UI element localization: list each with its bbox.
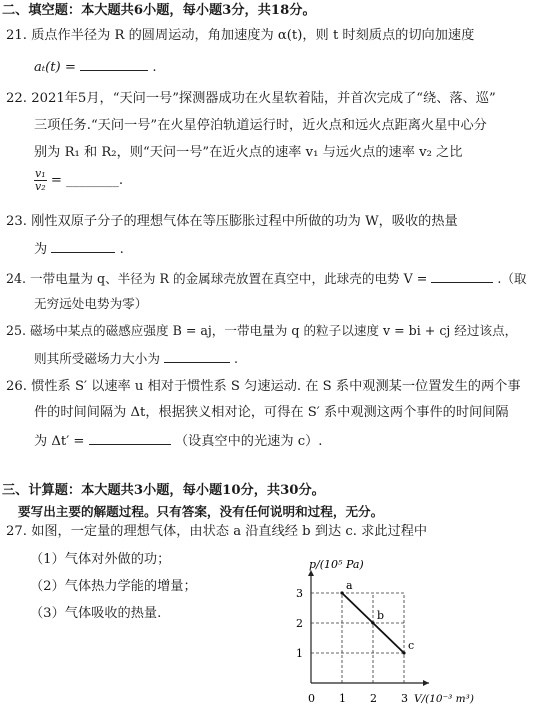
question-number: 24.	[6, 271, 27, 286]
velocity-ratio	[34, 168, 47, 193]
answer-blank[interactable]	[80, 58, 148, 71]
question-number: 22.	[6, 91, 27, 106]
question-25	[6, 323, 517, 339]
answer-suffix: .	[152, 60, 157, 75]
x-tick-label: 0	[308, 692, 315, 705]
question-22-answer-line	[34, 168, 123, 193]
question-text: 如图，一定量的理想气体，由状态 a 沿直线经 b 到达 c. 求此过程中	[31, 524, 428, 539]
section-fill-heading: 二、填空题：本大题共6小题，每小题3分，共18分。	[2, 3, 316, 18]
question-27	[6, 524, 427, 540]
section-calc-heading: 三、计算题：本大题共3小题，每小题10分，共30分。	[2, 483, 325, 498]
question-27-part3: （3）气体吸收的热量.	[30, 606, 162, 621]
answer-blank[interactable]	[164, 350, 230, 363]
y-tick-label: 3	[296, 587, 303, 600]
question-27-part1: （1）气体对外做的功；	[30, 552, 171, 567]
question-26-answer-line	[34, 432, 323, 450]
question-24-line2: 无穷远处电势为零）	[34, 296, 148, 311]
question-22-line3: 别为 R₁ 和 R₂，则“天问一号”在近火点的速率 v₁ 与远火点的速率 v₂ 之比	[34, 145, 463, 160]
answer-blank[interactable]	[89, 432, 171, 445]
answer-prefix: 为	[34, 242, 48, 257]
answer-prefix: aₜ(t) =	[34, 60, 76, 75]
section-calc-note: 要写出主要的解题过程。只有答案，没有任何说明和过程，无分。	[18, 504, 384, 519]
question-text: 质点作半径为 R 的圆周运动，角加速度为 α(t)，则 t 时刻质点的切向加速度	[31, 28, 475, 43]
question-text-suffix: .（取	[497, 271, 527, 286]
question-27-part2: （2）气体热力学能的增量；	[30, 579, 197, 594]
answer-prefix: 为 Δt′ =	[34, 434, 85, 449]
answer-blank[interactable]: = ________.	[50, 173, 124, 188]
question-25-answer-line	[34, 350, 238, 367]
answer-blank[interactable]	[51, 240, 115, 253]
question-text: 惯性系 S′ 以速率 u 相对于惯性系 S 匀速运动. 在 S 系中观测某一位置发生的两个事	[31, 379, 521, 394]
x-tick-label: 1	[339, 692, 346, 705]
state-label-b: b	[377, 609, 385, 622]
x-tick-label: 2	[370, 692, 377, 705]
answer-prefix: 则其所受磁场力大小为	[34, 351, 160, 366]
y-axis-label: p/(10⁵ Pa)	[309, 560, 364, 571]
question-24	[6, 270, 527, 287]
ratio-denominator: v₂	[35, 180, 46, 193]
question-text: 刚性双原子分子的理想气体在等压膨胀过程中所做的功为 W，吸收的热量	[31, 214, 458, 229]
question-22	[6, 91, 496, 107]
y-tick-label: 2	[296, 617, 303, 630]
question-text: 2021年5月，“天问一号”探测器成功在火星软着陆，并首次完成了“绕、落、巡”	[31, 91, 496, 106]
question-23-answer-line	[34, 240, 124, 258]
question-21-answer-line	[34, 58, 157, 76]
state-label-c: c	[408, 639, 415, 652]
state-point-a	[340, 591, 343, 594]
question-26-line2: 件的时间间隔为 Δt，根据狭义相对论，可得在 S′ 系中观测这两个事件的时间间隔	[34, 405, 509, 420]
y-tick-label: 1	[296, 647, 303, 660]
x-axis-arrow	[423, 680, 429, 686]
question-22-line2: 三项任务.“天问一号”在火星停泊轨道运行时，近火点和远火点距离火星中心分	[34, 118, 487, 133]
question-26	[6, 379, 521, 395]
question-number: 27.	[6, 524, 27, 539]
answer-suffix: .	[119, 242, 124, 257]
question-number: 25.	[6, 323, 27, 338]
answer-blank[interactable]	[431, 270, 493, 283]
question-number: 21.	[6, 28, 27, 43]
state-point-c	[402, 651, 405, 654]
x-axis-label: V/(10⁻³ m³)	[414, 693, 474, 705]
pv-diagram	[288, 560, 538, 710]
question-number: 26.	[6, 379, 27, 394]
question-21	[6, 28, 474, 44]
state-label-a: a	[346, 579, 353, 592]
question-text: 磁场中某点的磁感应强度 B = aj，一带电量为 q 的粒子以速度 v = bi + cj 经过该点，	[30, 323, 518, 338]
state-point-b	[371, 621, 374, 624]
question-23	[6, 214, 458, 230]
question-text: 一带电量为 q、半径为 R 的金属球壳放置在真空中，此球壳的电势 V =	[30, 271, 428, 286]
x-tick-label: 3	[401, 692, 408, 705]
answer-suffix: （设真空中的光速为 c）.	[174, 434, 323, 449]
question-number: 23.	[6, 214, 27, 229]
ratio-numerator: v₁	[35, 167, 46, 180]
answer-suffix: .	[233, 351, 238, 366]
